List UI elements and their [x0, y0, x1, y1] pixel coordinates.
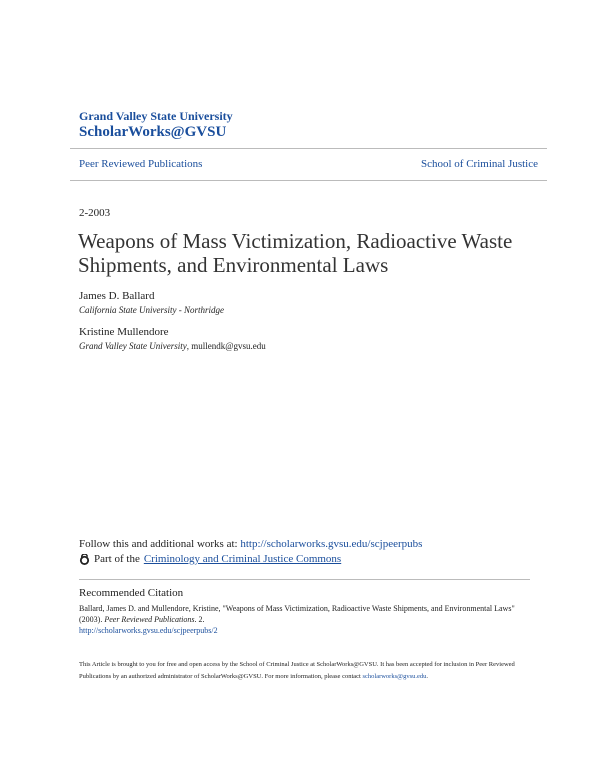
school-link[interactable]: School of Criminal Justice	[420, 158, 538, 170]
part-of-text: Part of the	[94, 553, 140, 565]
peer-reviewed-link[interactable]: Peer Reviewed Publications	[79, 158, 203, 170]
citation-tail: . 2.	[194, 615, 205, 624]
contact-email-link[interactable]: scholarworks@gvsu.edu	[362, 673, 427, 680]
author-name-1: James D. Ballard	[79, 290, 155, 302]
open-access-icon	[79, 554, 90, 565]
footer-text: This Article is brought to you for free and open access by the School of Criminal Justice at ScholarWorks@GVSU. It has been accepted for inclusion in Peer Reviewed Publications by an authorized administrator of ScholarWorks@GVSU. For more information, please contact	[79, 661, 515, 680]
author-name-2: Kristine Mullendore	[79, 326, 169, 338]
follow-text: Follow this and additional works at:	[79, 538, 241, 550]
institution-header	[79, 109, 233, 141]
publication-date: 2-2003	[79, 207, 111, 219]
footer-note	[79, 659, 529, 683]
part-of-line	[79, 553, 341, 565]
follow-line	[79, 538, 422, 550]
footer-end: .	[426, 673, 429, 680]
collection-nav	[70, 148, 547, 181]
affiliation-text: California State University - Northridge	[79, 305, 224, 315]
repository-name[interactable]: ScholarWorks@GVSU	[79, 124, 227, 140]
author-affiliation-2	[79, 341, 266, 351]
recommended-citation	[79, 579, 530, 636]
affiliation-text: Grand Valley State University	[79, 341, 187, 351]
author-email: , mullendk@gvsu.edu	[186, 341, 266, 351]
institution-name: Grand Valley State University	[79, 109, 233, 123]
author-affiliation-1	[79, 305, 224, 315]
collection-url-link[interactable]: http://scholarworks.gvsu.edu/scjpeerpubs	[240, 538, 423, 550]
citation-text	[79, 603, 530, 636]
citation-heading: Recommended Citation	[79, 587, 184, 599]
commons-link[interactable]: Criminology and Criminal Justice Commons	[143, 553, 342, 565]
citation-url-link[interactable]: http://scholarworks.gvsu.edu/scjpeerpubs/2	[79, 626, 218, 635]
citation-main: Ballard, James D. and Mullendore, Kristine, "Weapons of Mass Victimization, Radioactive Waste Shipments, and Environmental Laws" (2003).	[79, 604, 515, 624]
article-title: Weapons of Mass Victimization, Radioactive Waste Shipments, and Environmental Laws	[78, 229, 513, 277]
citation-journal: Peer Reviewed Publications	[104, 615, 195, 624]
